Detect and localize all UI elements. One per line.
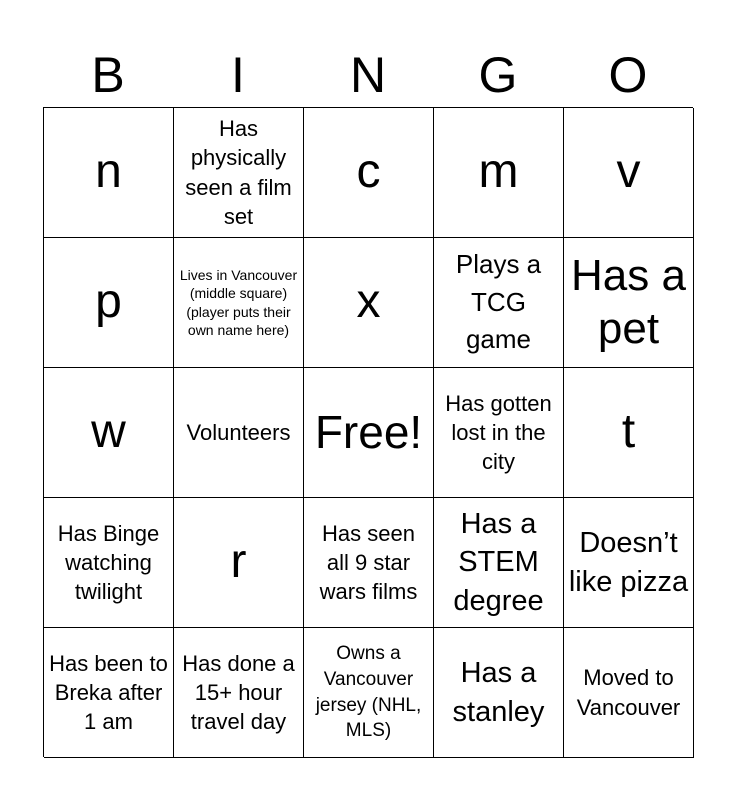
bingo-cell[interactable] — [304, 238, 434, 368]
cell-text: m — [478, 145, 519, 199]
header-letter-n: N — [349, 47, 387, 103]
bingo-cell[interactable] — [564, 238, 694, 368]
header-letter-i: I — [231, 47, 245, 103]
bingo-cell[interactable] — [564, 108, 694, 238]
header-letter-b: B — [91, 47, 125, 103]
cell-text: Volunteers — [186, 419, 291, 445]
bingo-cell[interactable] — [304, 628, 434, 758]
cell-text: Has Binge watching twilight — [57, 520, 160, 605]
bingo-cell[interactable] — [434, 238, 564, 368]
bingo-cell[interactable] — [174, 628, 304, 758]
cell-text: Doesn’t like pizza — [568, 527, 689, 598]
cell-text: Has gotten lost in the city — [445, 390, 552, 475]
bingo-cell[interactable] — [174, 108, 304, 238]
cell-text: Has a pet — [571, 250, 686, 353]
cell-text: Has done a 15+ hour travel day — [182, 650, 295, 735]
bingo-cell[interactable] — [174, 498, 304, 628]
cell-text: x — [356, 275, 381, 329]
bingo-cell[interactable] — [564, 368, 694, 498]
bingo-cell[interactable] — [434, 108, 564, 238]
bingo-grid — [43, 107, 693, 757]
cell-text: c — [356, 145, 381, 199]
bingo-cell[interactable] — [434, 498, 564, 628]
bingo-cell[interactable] — [564, 498, 694, 628]
cell-text: Has seen all 9 star wars films — [319, 520, 418, 605]
bingo-cell[interactable] — [44, 108, 174, 238]
bingo-header — [43, 42, 693, 108]
cell-text: Lives in Vancouver (middle square) (player puts their own name here) — [179, 267, 298, 338]
bingo-cell[interactable] — [44, 368, 174, 498]
bingo-cell[interactable] — [44, 628, 174, 758]
bingo-cell[interactable] — [434, 628, 564, 758]
cell-text: Plays a TCG game — [455, 248, 542, 355]
bingo-cell[interactable] — [44, 498, 174, 628]
cell-text: Moved to Vancouver — [576, 665, 681, 720]
cell-text: r — [230, 535, 247, 589]
bingo-cell[interactable] — [174, 238, 304, 368]
header-letter-o: O — [608, 47, 648, 103]
cell-text: p — [95, 275, 122, 329]
bingo-cell[interactable] — [304, 498, 434, 628]
cell-text: v — [616, 145, 641, 199]
cell-text: Owns a Vancouver jersey (NHL, MLS) — [315, 643, 422, 742]
cell-text: Has been to Breka after 1 am — [49, 650, 168, 735]
cell-text: Free! — [314, 406, 423, 459]
header-letter-g: G — [478, 47, 518, 103]
cell-text: n — [95, 145, 122, 199]
bingo-cell[interactable] — [174, 368, 304, 498]
cell-text: Has physically seen a film set — [185, 116, 292, 229]
free-space-cell[interactable] — [304, 368, 434, 498]
bingo-cell[interactable] — [434, 368, 564, 498]
bingo-cell[interactable] — [44, 238, 174, 368]
cell-text: Has a stanley — [452, 657, 545, 728]
cell-text: Has a STEM degree — [453, 508, 544, 617]
cell-text: t — [621, 405, 636, 459]
bingo-cell[interactable] — [304, 108, 434, 238]
bingo-cell[interactable] — [564, 628, 694, 758]
cell-text: w — [91, 405, 126, 459]
